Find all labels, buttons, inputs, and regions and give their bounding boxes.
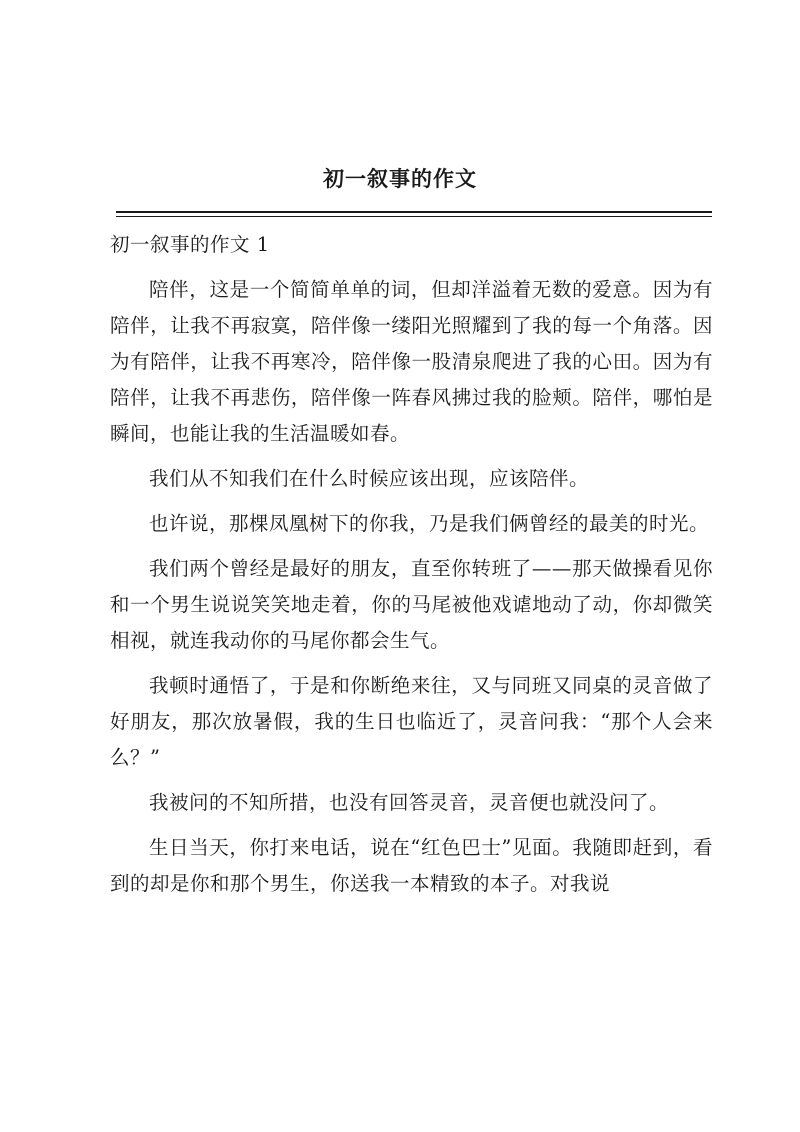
title-divider-thin [116, 216, 712, 217]
page-title: 初一叙事的作文 [323, 166, 477, 191]
title-divider-thick [116, 211, 712, 213]
paragraph: 我顿时通悟了，于是和你断绝来往，又与同班又同桌的灵音做了好朋友，那次放暑假，我的生日也临近了，灵音问我：“那个人会来么？” [110, 674, 713, 769]
paragraph: 生日当天，你打来电话，说在“红色巴士”见面。我随即赶到，看到的却是你和那个男生，你送我一本精致的本子。对我说 [110, 836, 713, 895]
paragraph: 陪伴，这是一个简简单单的词，但却洋溢着无数的爱意。因为有陪伴，让我不再寂寞，陪伴像一缕阳光照耀到了我的每一个角落。因为有陪伴，让我不再寒冷，陪伴像一股清泉爬进了我的心田。因为有陪伴，让我不再悲伤，陪伴像一阵春风拂过我的脸颊。陪伴，哪怕是瞬间，也能让我的生活温暖如春。 [110, 278, 713, 445]
section-heading: 初一叙事的作文 1 [110, 233, 270, 256]
paragraph: 也许说，那棵凤凰树下的你我，乃是我们俩曾经的最美的时光。 [149, 512, 710, 535]
paragraph: 我们从不知我们在什么时候应该出现，应该陪伴。 [149, 467, 590, 490]
paragraph: 我被问的不知所措，也没有回答灵音，灵音便也就没问了。 [149, 791, 670, 814]
paragraph: 我们两个曾经是最好的朋友，直至你转班了——那天做操看见你和一个男生说说笑笑地走着，你的马尾被他戏谑地动了动，你却微笑相视，就连我动你的马尾你都会生气。 [110, 557, 713, 652]
document-body [110, 227, 713, 911]
